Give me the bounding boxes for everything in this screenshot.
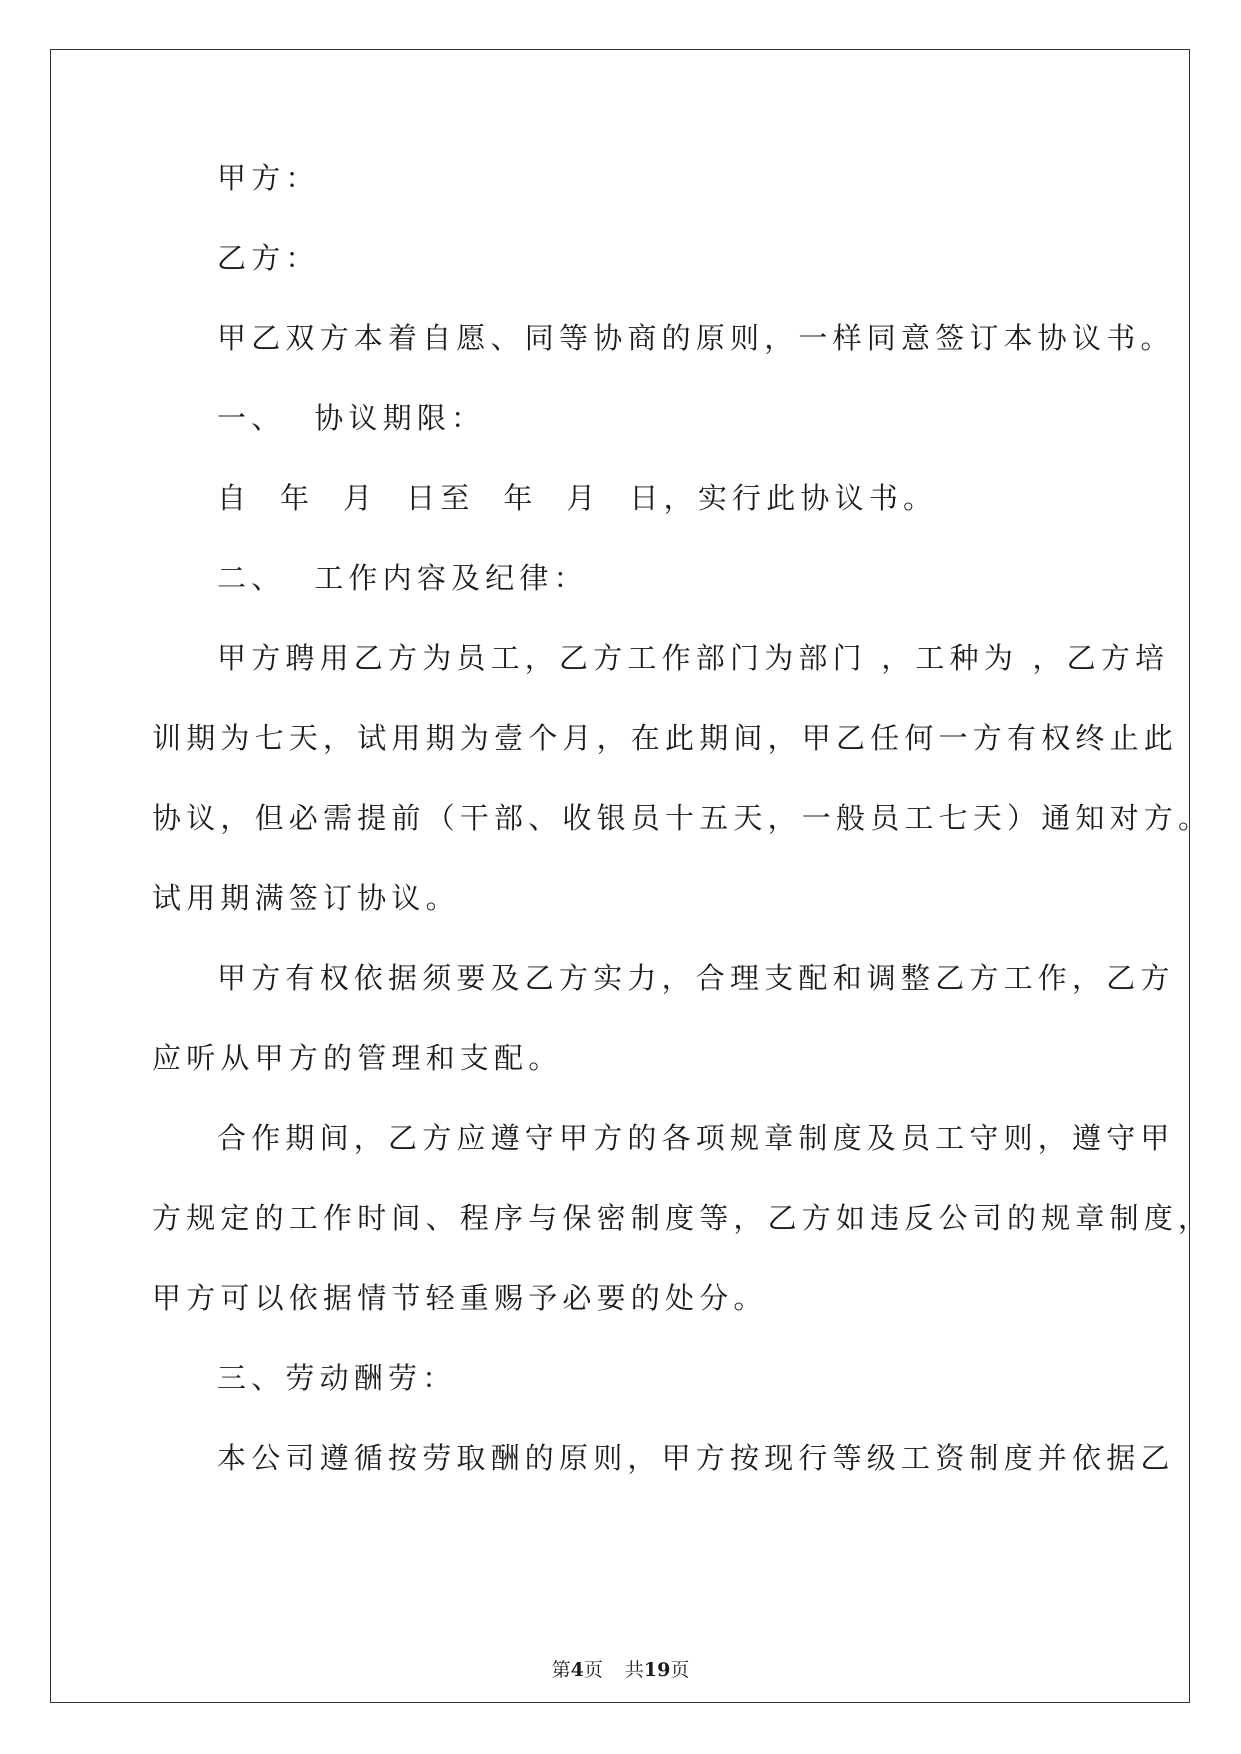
page-number: 4	[570, 1659, 584, 1681]
paragraph-line: 训期为七天，试用期为壹个月，在此期间，甲乙任何一方有权终止此	[152, 721, 1179, 755]
paragraph-line: 本公司遵循按劳取酬的原则，甲方按现行等级工资制度并依据乙	[217, 1441, 1175, 1475]
total-prefix: 共	[624, 1659, 644, 1681]
term-paragraph: 自 年 月 日至 年 月 日，实行此协议书。	[217, 481, 938, 515]
page-prefix: 第	[551, 1659, 571, 1681]
page-footer	[0, 1658, 1241, 1682]
party-a-label: 甲方：	[217, 161, 320, 195]
paragraph-line: 合作期间，乙方应遵守甲方的各项规章制度及员工守则，遵守甲	[217, 1121, 1175, 1155]
section-3-heading: 三、劳动酬劳：	[217, 1361, 457, 1395]
total-suffix: 页	[670, 1659, 690, 1681]
paragraph-line: 应听从甲方的管理和支配。	[152, 1041, 563, 1075]
paragraph-line: 试用期满签订协议。	[152, 881, 460, 915]
section-1-heading: 一、 协议期限：	[217, 401, 486, 435]
total-pages: 19	[643, 1659, 671, 1681]
intro-paragraph: 甲乙双方本着自愿、同等协商的原则，一样同意签订本协议书。	[217, 321, 1175, 355]
paragraph-line: 甲方有权依据须要及乙方实力，合理支配和调整乙方工作，乙方	[217, 961, 1175, 995]
paragraph-line: 甲方聘用乙方为员工，乙方工作部门为部门 ，工种为 ，乙方培	[217, 641, 1170, 675]
paragraph-line: 方规定的工作时间、程序与保密制度等，乙方如违反公司的规章制度，	[152, 1201, 1213, 1235]
section-2-heading: 二、 工作内容及纪律：	[217, 561, 588, 595]
party-b-label: 乙方：	[217, 241, 320, 275]
page-suffix: 页	[583, 1659, 603, 1681]
paragraph-line: 协议，但必需提前（干部、收银员十五天，一般员工七天）通知对方。	[152, 801, 1213, 835]
paragraph-line: 甲方可以依据情节轻重赐予必要的处分。	[152, 1281, 768, 1315]
